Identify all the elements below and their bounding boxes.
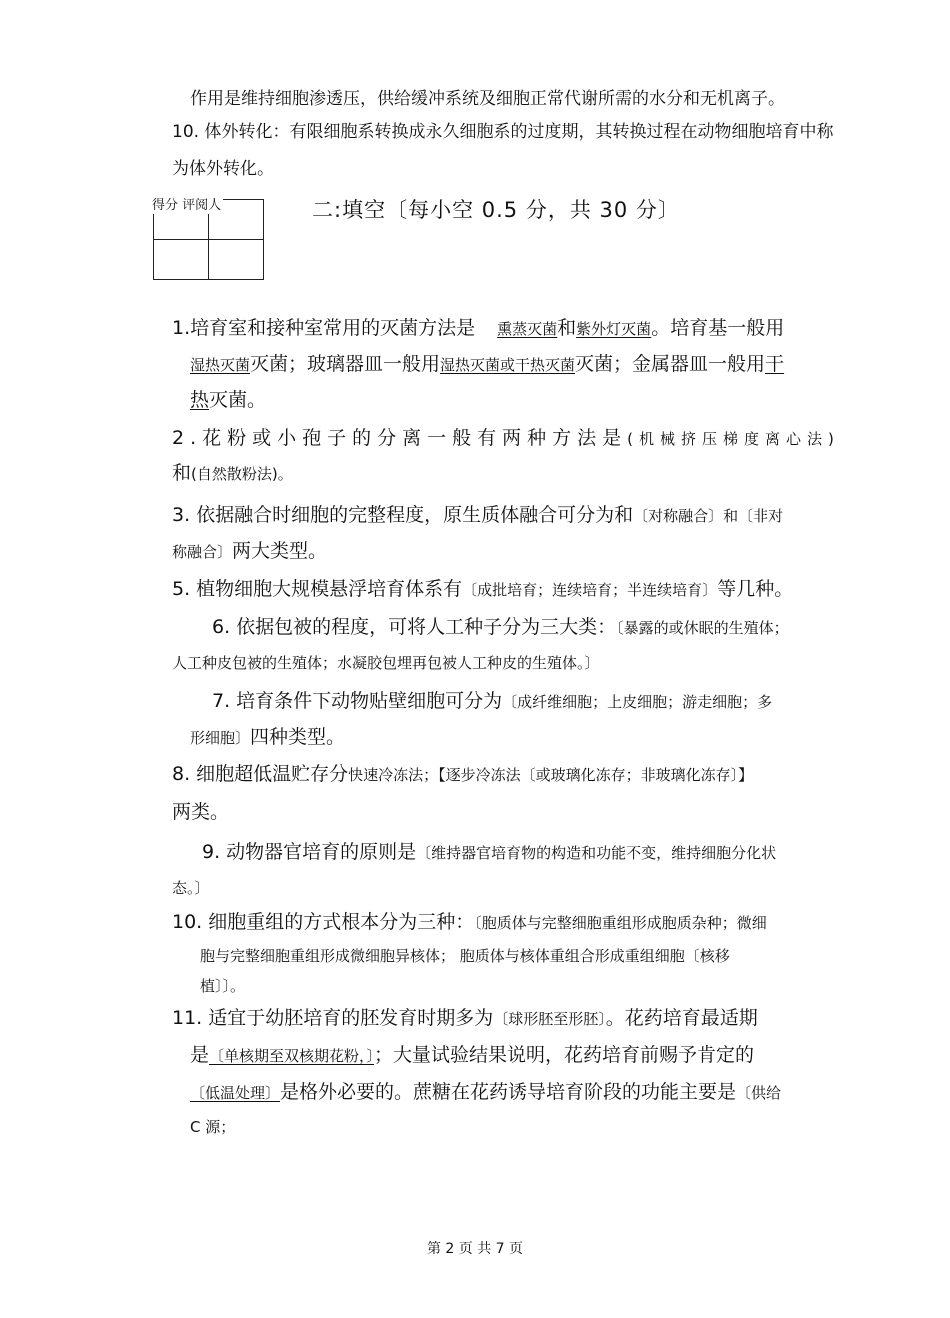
q11-answer-1: 〔球形胚至形胚〕 <box>493 1010 606 1028</box>
question-9-line-1 <box>202 840 776 865</box>
page-number: 第 2 页 共 7 页 <box>426 1241 524 1257</box>
question-7-line-1 <box>212 689 772 714</box>
question-2-line-2 <box>172 461 293 486</box>
q1-text: 1.培育室和接种室常用的灭菌方法是 <box>172 317 476 339</box>
question-8-line-2 <box>172 800 229 824</box>
q1-answer-3: 湿热灭菌 <box>190 356 251 374</box>
section-title: 二:填空〔每小空 0.5 分，共 30 分〕 <box>312 198 680 222</box>
q1-text: 灭菌。 <box>209 389 267 411</box>
q1-answer-5a: 干 <box>765 353 785 375</box>
q10-answer-2: 胞与完整细胞重组形成微细胞异核体； 胞质体与核体重组合形成重组细胞〔核移 <box>200 947 730 965</box>
grader-cell <box>209 240 264 280</box>
q11-answer-5: C 源； <box>190 1118 236 1136</box>
q1-text: 灭菌；金属器皿一般用 <box>575 353 766 375</box>
question-9-line-2 <box>172 876 210 900</box>
score-cell <box>154 240 209 280</box>
question-3-line-1 <box>172 503 783 528</box>
q1-text: 。培育基一般用 <box>651 317 785 339</box>
q11-text: 是 <box>190 1044 210 1066</box>
question-7-line-2 <box>190 725 345 750</box>
q10-answer-3: 植〕〕。 <box>200 977 246 995</box>
q8-text: 8. 细胞超低温贮存分 <box>172 763 349 785</box>
q7-answer-2: 形细胞〕 <box>190 729 251 747</box>
intro-line-1: 作用是维持细胞渗透压，供给缓冲系统及细胞正常代谢所需的水分和无机离子。 <box>190 89 785 109</box>
q8-answer: 快速冷冻法；【逐步冷冻法〔或玻璃化冻存；非玻璃化冻存〕】 <box>348 766 754 784</box>
q10-text: 10. 细胞重组的方式根本分为三种： <box>172 911 475 933</box>
question-6-line-1 <box>212 615 789 640</box>
q10-answer-1: 〔胞质体与完整细胞重组形成胞质杂种；微细 <box>474 914 767 932</box>
q3-text: 两大类型。 <box>232 540 328 562</box>
q11-answer-3: 〔低温处理〕 <box>190 1084 281 1102</box>
q1-answer-1: 熏蒸灭菌 <box>497 320 558 338</box>
question-10-line-1 <box>172 910 767 935</box>
q1-text: 灭菌；玻璃器皿一般用 <box>250 353 441 375</box>
question-1-line-2 <box>190 352 784 377</box>
q7-text: 四种类型。 <box>250 726 346 748</box>
q8-text: 两类。 <box>172 801 230 823</box>
question-1-line-3 <box>190 388 266 412</box>
question-2-line-1 <box>172 426 840 451</box>
intro-line-2: 10. 体外转化：有限细胞系转换成永久细胞系的过度期，其转换过程在动物细胞培育中称 <box>172 122 834 142</box>
q3-answer-2: 称融合〕 <box>172 543 233 561</box>
q11-text: 。花药培育最适期 <box>605 1007 758 1029</box>
question-10-line-2 <box>200 944 730 968</box>
q5-text: 等几种。 <box>717 578 794 600</box>
q11-text: 是格外必要的。蔗糖在花药诱导培育阶段的功能主要是 <box>280 1081 737 1103</box>
q11-answer-2: 〔单核期至双核期花粉，〕 <box>209 1047 375 1065</box>
question-11-line-4 <box>190 1115 235 1139</box>
question-11-line-2 <box>190 1043 754 1068</box>
q1-answer-2: 紫外灯灭菌 <box>576 320 652 338</box>
q11-text: ；大量试验结果说明，花药培育前赐予肯定的 <box>374 1044 755 1066</box>
q6-answer-2: 人工种皮包被的生殖体；水凝胶包埋再包被人工种皮的生殖体。〕 <box>172 654 600 672</box>
question-1-line-1 <box>172 316 784 341</box>
question-8-line-1 <box>172 762 753 787</box>
question-11-line-1 <box>172 1006 758 1031</box>
q2-answer-2: (自然散粉法)。 <box>191 465 293 483</box>
q11-answer-4: 〔供给 <box>736 1084 782 1102</box>
q5-answer: 〔成批培育；连续培育；半连续培育〕 <box>462 581 718 599</box>
score-table-header: 得分 评阅人 <box>152 198 222 213</box>
q2-answer-1: (机械挤压梯度离心法) <box>627 430 840 448</box>
q6-answer-1: 〔暴露的或休眠的生殖体； <box>616 619 789 637</box>
q9-answer-2: 态。〕 <box>172 879 210 897</box>
intro-line-3: 为体外转化。 <box>172 159 274 179</box>
q11-text: 11. 适宜于幼胚培育的胚发育时期多为 <box>172 1007 494 1029</box>
question-10-line-3 <box>200 974 245 998</box>
q9-answer-1: 〔维持器官培育物的构造和功能不变，维持细胞分化状 <box>416 844 777 862</box>
q9-text: 9. 动物器官培育的原则是 <box>202 841 417 863</box>
question-11-line-3 <box>190 1080 781 1105</box>
q1-answer-4: 湿热灭菌或干热灭菌 <box>440 356 576 374</box>
q3-text: 3. 依据融合时细胞的完整程度，原生质体融合可分为和 <box>172 504 634 526</box>
q3-answer-1: 〔对称融合〕和〔非对 <box>633 507 784 525</box>
q5-text: 5. 植物细胞大规模悬浮培育体系有 <box>172 578 463 600</box>
q1-text: 和 <box>557 317 577 339</box>
q1-answer-5b: 热 <box>190 389 210 411</box>
question-6-line-2 <box>172 651 600 675</box>
q2-text: 2.花粉或小孢子的分离一般有两种方法是 <box>172 427 628 449</box>
question-5-line-1 <box>172 577 793 602</box>
q7-text: 7. 培育条件下动物贴壁细胞可分为 <box>212 690 503 712</box>
q6-text: 6. 依据包被的程度，可将人工种子分为三大类： <box>212 616 617 638</box>
q7-answer-1: 〔成纤维细胞；上皮细胞；游走细胞；多 <box>502 693 773 711</box>
question-3-line-2 <box>172 539 327 564</box>
q2-text: 和 <box>172 462 192 484</box>
